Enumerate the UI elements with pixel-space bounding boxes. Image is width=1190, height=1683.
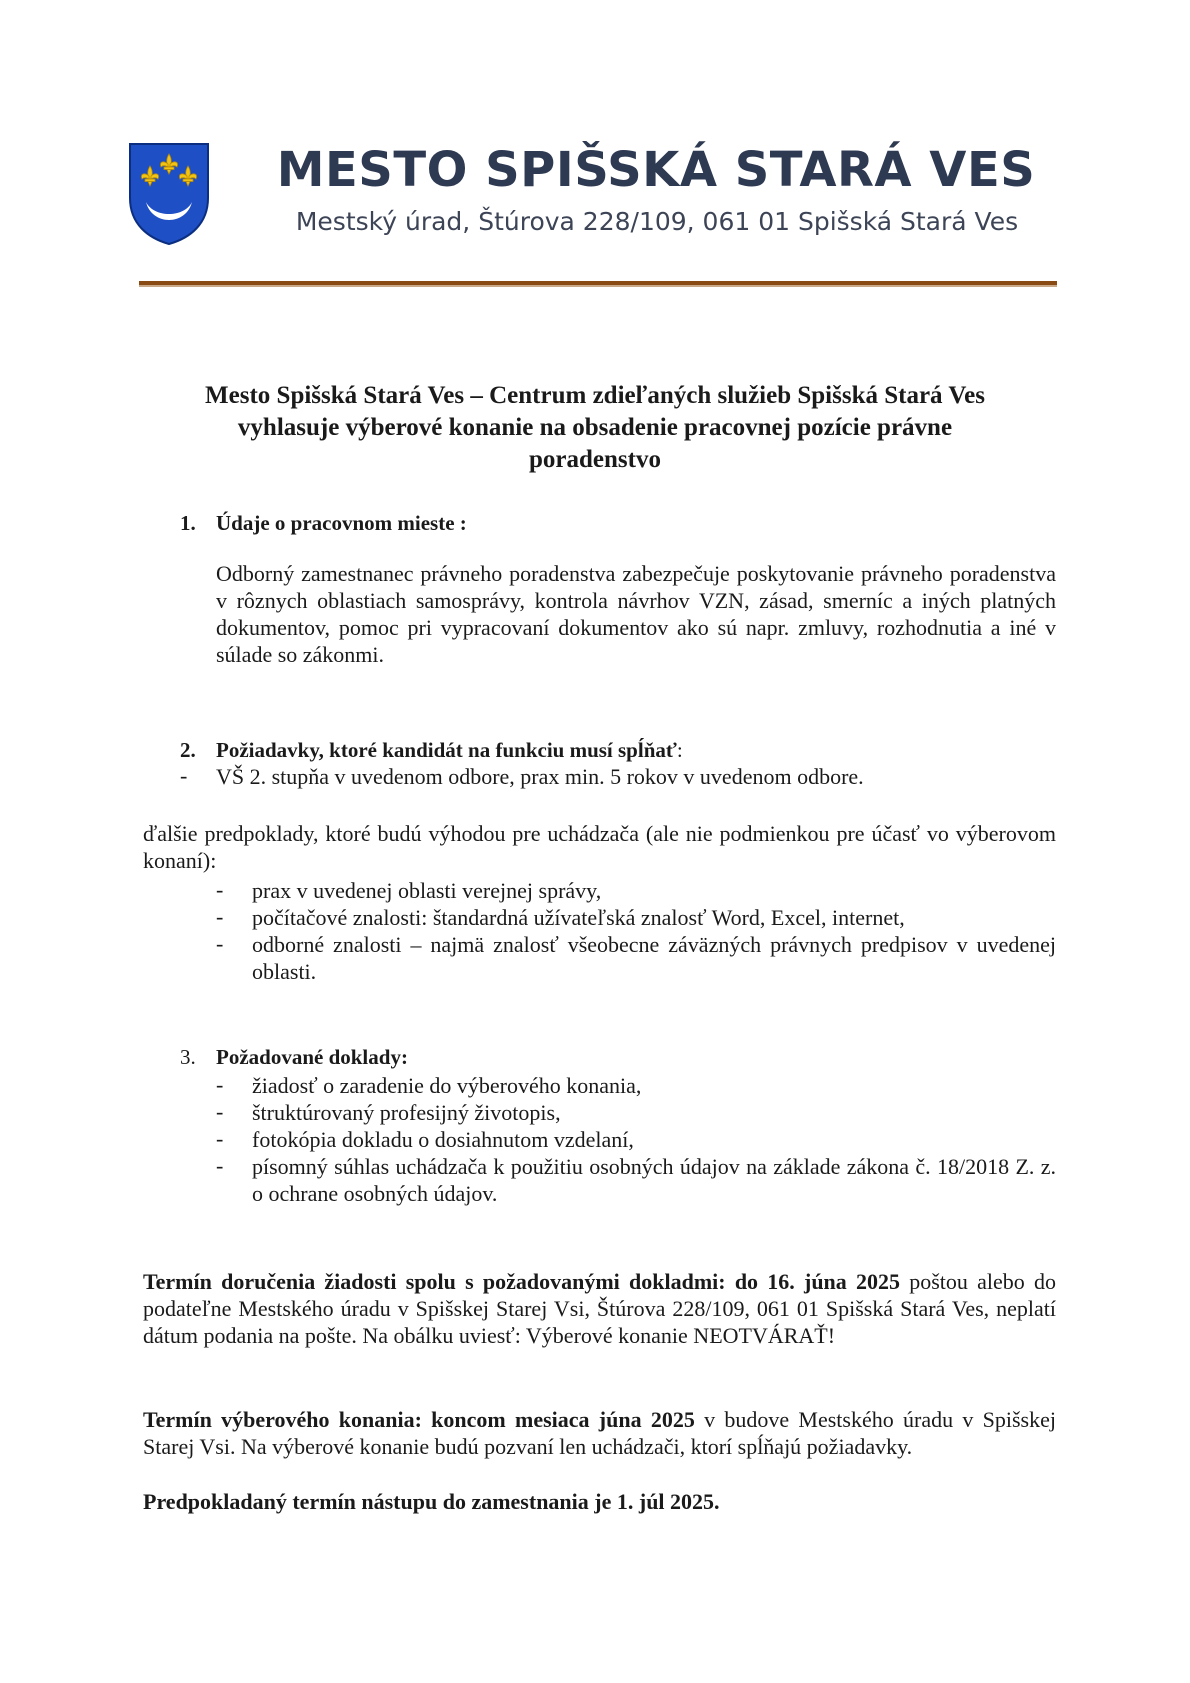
list-dash: - bbox=[216, 1126, 224, 1151]
section-1-heading: Údaje o pracovnom mieste : bbox=[216, 511, 467, 535]
header-divider bbox=[139, 281, 1057, 287]
list-dash: - bbox=[180, 763, 188, 788]
submission-deadline bbox=[143, 1268, 1056, 1349]
selection-date-text: v budove Mestského úradu v Spišskej Starej Vsi. Na výberové konanie budú pozvaní len uchádzači, ktorí spĺňajú požiadavky. bbox=[143, 1407, 1056, 1459]
list-dash: - bbox=[216, 877, 224, 902]
document-item: žiadosť o zaradenie do výberového konania, bbox=[252, 1073, 642, 1098]
letterhead-address: Mestský úrad, Štúrova 228/109, 061 01 Spišská Stará Ves bbox=[295, 207, 1019, 236]
list-dash: - bbox=[216, 931, 224, 956]
list-dash: - bbox=[216, 1072, 224, 1097]
section-1-body: Odborný zamestnanec právneho poradenstva zabezpečuje poskytovanie právneho poradenstva v rôznych oblastiach samosprávy, kontrola návrhov VZN, zásad, smerníc a iných platných dokumentov, pomoc pri vypracovaní dokumentov ako sú napr. zmluvy, rozhodnutia a iné v súlade so zákonmi. bbox=[216, 561, 1056, 667]
section-3-number: 3. bbox=[180, 1045, 196, 1069]
section-2-number: 2. bbox=[180, 738, 196, 762]
document-item: fotokópia dokladu o dosiahnutom vzdelaní, bbox=[252, 1127, 634, 1152]
section-2-heading-suffix: : bbox=[676, 738, 683, 762]
selection-date bbox=[143, 1406, 1056, 1460]
start-date: Predpokladaný termín nástupu do zamestnania je 1. júl 2025. bbox=[143, 1489, 720, 1514]
list-dash: - bbox=[216, 904, 224, 929]
coat-of-arms-icon bbox=[126, 140, 212, 246]
document-item: štruktúrovaný profesijný životopis, bbox=[252, 1100, 561, 1125]
additional-item: odborné znalosti – najmä znalosť všeobecne záväzných právnych predpisov v uvedenej oblasti. bbox=[252, 932, 1056, 984]
submission-deadline-text: poštou alebo do podateľne Mestského úradu v Spišskej Starej Vsi, Štúrova 228/109, 061 01 Spišská Stará Ves, neplatí dátum podania na pošte. Na obálku uviesť: Výberové konanie NEOTVÁRAŤ! bbox=[143, 1269, 1056, 1348]
section-2-heading: Požiadavky, ktoré kandidát na funkciu musí spĺňať bbox=[216, 738, 677, 762]
list-dash: - bbox=[216, 1153, 224, 1178]
selection-date-bold: Termín výberového konania: koncom mesiaca júna 2025 bbox=[143, 1407, 695, 1432]
additional-item: počítačové znalosti: štandardná užívateľská znalosť Word, Excel, internet, bbox=[252, 905, 905, 930]
title-line: poradenstvo bbox=[529, 446, 661, 473]
title-line: vyhlasuje výberové konanie na obsadenie pracovnej pozície právne bbox=[237, 414, 953, 441]
submission-deadline-bold: Termín doručenia žiadosti spolu s požadovanými dokladmi: do 16. júna 2025 bbox=[143, 1269, 901, 1294]
letterhead-title: MESTO SPIŠSKÁ STARÁ VES bbox=[276, 142, 1036, 198]
additional-intro: ďalšie predpoklady, ktoré budú výhodou pre uchádzača (ale nie podmienkou pre účasť vo výberovom konaní): bbox=[143, 821, 1056, 873]
list-dash: - bbox=[216, 1099, 224, 1124]
additional-item: prax v uvedenej oblasti verejnej správy, bbox=[252, 878, 602, 903]
letterhead bbox=[126, 140, 1056, 250]
document-item: písomný súhlas uchádzača k použitiu osobných údajov na základe zákona č. 18/2018 Z. z. o ochrane osobných údajov. bbox=[252, 1154, 1056, 1206]
section-3-heading: Požadované doklady: bbox=[216, 1045, 408, 1069]
section-2-requirement: VŠ 2. stupňa v uvedenom odbore, prax min. 5 rokov v uvedenom odbore. bbox=[216, 764, 864, 789]
document-title bbox=[150, 380, 1040, 476]
section-1-number: 1. bbox=[180, 511, 196, 535]
section-2-heading-wrap bbox=[216, 738, 683, 763]
title-line: Mesto Spišská Stará Ves – Centrum zdieľaných služieb Spišská Stará Ves bbox=[205, 382, 985, 409]
